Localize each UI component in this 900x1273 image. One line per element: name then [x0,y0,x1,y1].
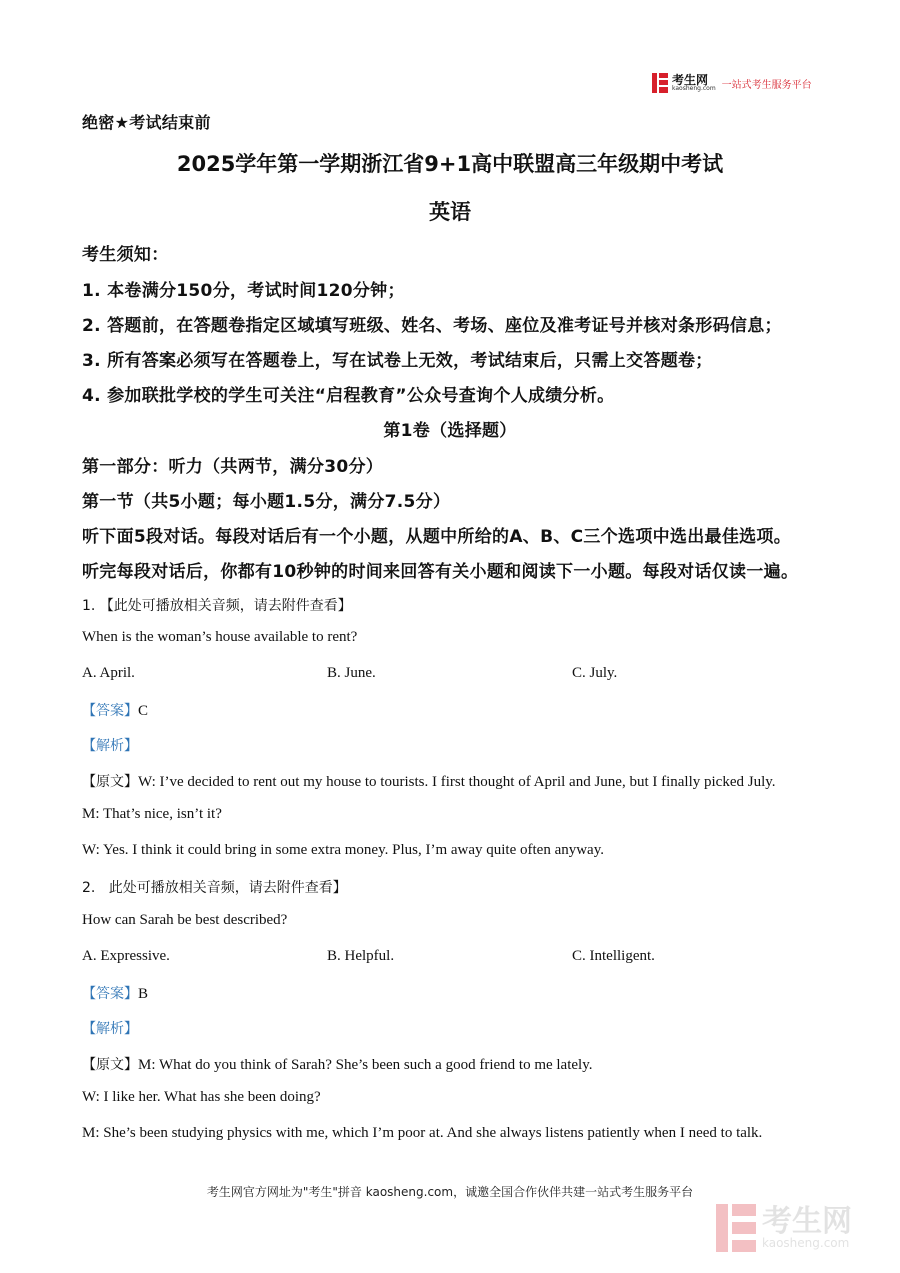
watermark-name: 考生网 [762,1204,852,1239]
option-b: B. June. [327,665,376,681]
option-c: C. Intelligent. [572,948,655,964]
option-c: C. July. [572,665,618,681]
kaosheng-watermark [716,1204,852,1252]
notice-item: 1. 本卷满分150分，考试时间120分钟； [82,281,405,301]
audio-placeholder[interactable]: 2. 此处可播放相关音频，请去附件查看】 [82,880,347,896]
transcript-line: W: I like her. What has she been doing? [82,1089,321,1105]
transcript-text: W: I’ve decided to rent out my house to tourists. I first thought of April and June, but I finally picked July. [138,774,776,790]
answer-tag: 【答案】 [82,986,138,1002]
question-text: When is the woman’s house available to rent? [82,629,358,645]
option-a: A. April. [82,665,135,681]
logo-domain: kaosheng.com [672,85,716,92]
confidential-label: 绝密★考试结束前 [82,113,211,132]
option-a: A. Expressive. [82,948,170,964]
logo-name: 考生网 [672,73,709,87]
transcript-line: M: That’s nice, isn’t it? [82,806,222,822]
instruction-line: 听下面5段对话。每段对话后有一个小题，从题中所给的A、B、C三个选项中选出最佳选项。 [82,527,792,547]
exam-subject: 英语 [429,200,471,224]
logo-slogan: 一站式考生服务平台 [721,79,812,91]
option-b: B. Helpful. [327,948,395,964]
audio-placeholder[interactable]: 1. 【此处可播放相关音频，请去附件查看】 [82,598,352,614]
instruction-line: 听完每段对话后，你都有10秒钟的时间来回答有关小题和阅读下一小题。每段对话仅读一遍。 [82,562,799,582]
analysis-tag: 【解析】 [82,1021,138,1037]
kaosheng-watermark-mark-icon [716,1204,756,1252]
transcript-line: M: She’s been studying physics with me, which I’m poor at. And she always listens patiently when I need to talk. [82,1125,763,1141]
answer-value: B [138,986,149,1002]
footer-note: 考生网官方网址为"考生"拼音 kaosheng.com，诚邀全国合作伙伴共建一站式考生服务平台 [206,1185,694,1199]
transcript-line: W: Yes. I think it could bring in some extra money. Plus, I’m away quite often anyway. [82,842,604,858]
answer-value: C [138,703,149,719]
volume-heading: 第1卷（选择题） [383,421,517,441]
answer-line [82,700,148,720]
watermark-domain: kaosheng.com [762,1236,850,1250]
analysis-tag: 【解析】 [82,738,138,754]
exam-title: 2025学年第一学期浙江省9+1高中联盟高三年级期中考试 [176,152,724,176]
transcript-tag: 【原文】 [82,774,138,790]
transcript-tag: 【原文】 [82,1057,138,1073]
question-text: How can Sarah be best described? [82,912,288,928]
kaosheng-logo[interactable] [652,72,812,94]
section-heading: 第一节（共5小题；每小题1.5分，满分7.5分） [82,492,451,512]
notice-item: 4. 参加联批学校的学生可关注“启程教育”公众号查询个人成绩分析。 [82,386,615,406]
answer-tag: 【答案】 [82,703,138,719]
transcript-line [82,1054,592,1074]
notice-item: 2. 答题前，在答题卷指定区域填写班级、姓名、考场、座位及准考证号并核对条形码信息； [82,316,782,336]
notice-item: 3. 所有答案必须写在答题卷上，写在试卷上无效，考试结束后，只需上交答题卷； [82,351,713,371]
transcript-text: M: What do you think of Sarah? She’s been such a good friend to me lately. [138,1057,593,1073]
notice-title: 考生须知： [82,245,169,265]
answer-line [82,983,148,1003]
transcript-line [82,771,776,791]
kaosheng-logo-mark-icon [652,73,668,93]
part-heading: 第一部分：听力（共两节，满分30分） [82,457,384,477]
